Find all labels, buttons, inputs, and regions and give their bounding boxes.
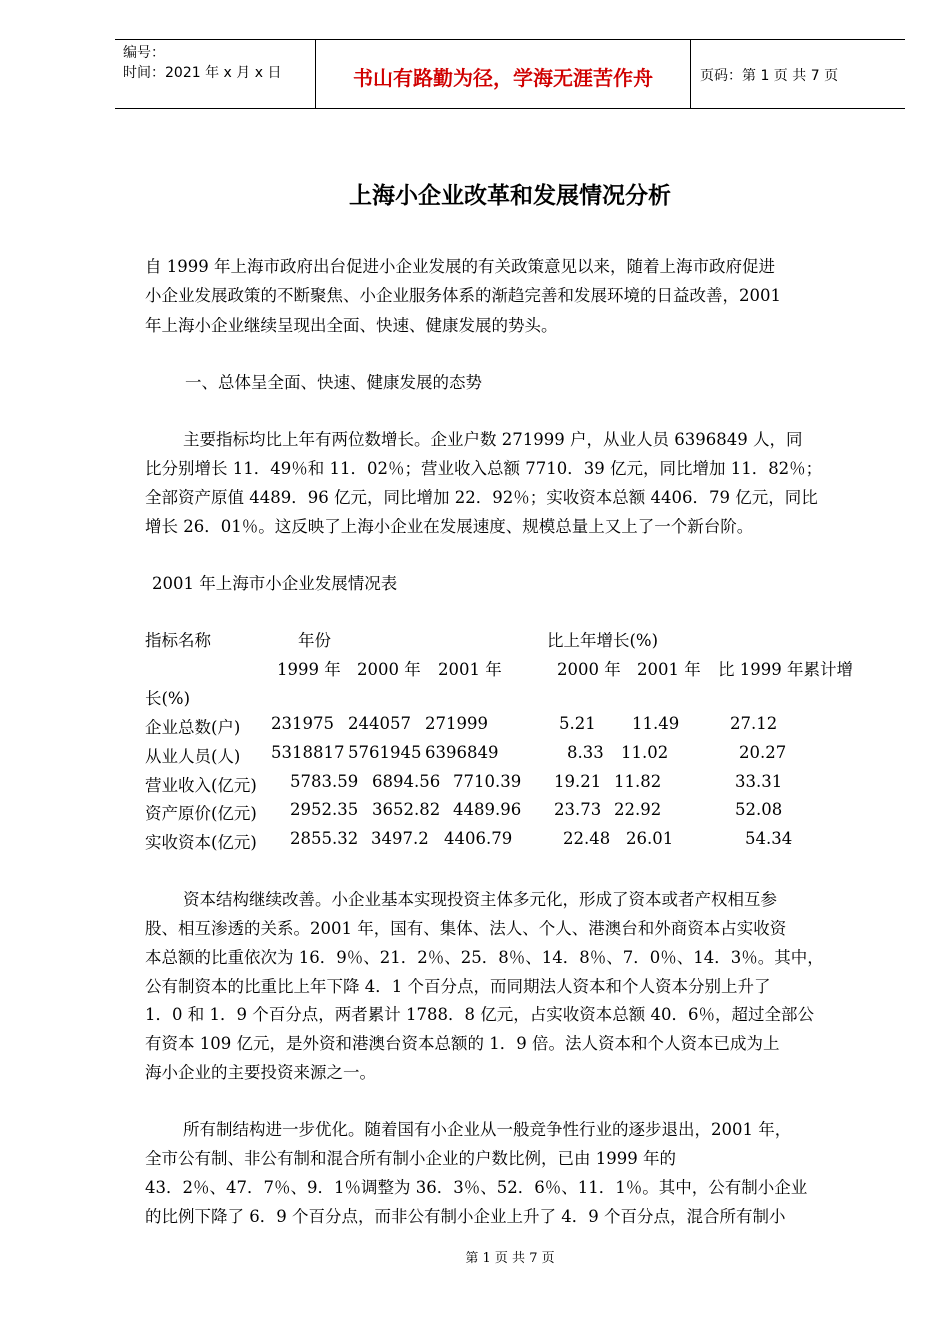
para-line: 全部资产原值 4489．96 亿元，同比增加 22．92％；实收资本总额 4406．79 亿元，同比 <box>145 488 818 507</box>
para-line: 主要指标均比上年有两位数增长。企业户数 271999 户，从业人员 6396849 人，同 <box>183 430 803 449</box>
table-row-name: 营业收入(亿元) <box>145 776 257 795</box>
para-line: 海小企业的主要投资来源之一。 <box>145 1063 376 1082</box>
table-cell: 23.73 <box>554 800 602 819</box>
table-cell: 2855.32 <box>290 829 359 848</box>
table-cell: 4489.96 <box>453 800 522 819</box>
table-row-name: 资产原价(亿元) <box>145 804 257 823</box>
intro-line: 自 1999 年上海市政府出台促进小企业发展的有关政策意见以来，随着上海市政府促进 <box>145 257 775 276</box>
motto-text: 书山有路勤为径，学海无涯苦作舟 <box>353 66 653 90</box>
table-cell: 7710.39 <box>453 772 522 791</box>
intro-line: 年上海小企业继续呈现出全面、快速、健康发展的势头。 <box>145 316 558 335</box>
para-line: 所有制结构进一步优化。随着国有小企业从一般竞争性行业的逐步退出，2001 年， <box>183 1120 792 1139</box>
intro-line: 小企业发展政策的不断聚焦、小企业服务体系的渐趋完善和发展环境的日益改善，2001 <box>145 286 781 305</box>
para-line: 1．0 和 1．9 个百分点，两者累计 1788．8 亿元，占实收资本总额 40．6％，超过全部公 <box>145 1005 814 1024</box>
header-table <box>115 39 905 109</box>
table-row-name: 从业人员(人) <box>145 747 241 766</box>
table-row-name: 企业总数(户) <box>145 718 241 737</box>
para-line: 全市公有制、非公有制和混合所有制小企业的户数比例，已由 1999 年的 <box>145 1149 676 1168</box>
table-cell: 22.48 <box>563 829 611 848</box>
table-cell: 54.34 <box>745 829 793 848</box>
table-cell: 231975 <box>271 714 334 733</box>
table-cell: 11.49 <box>632 714 680 733</box>
table-cell: 8.33 <box>567 743 604 762</box>
para-line: 43．2％、47．7％、9．1％调整为 36．3％、52．6％、11．1％。其中，公有制小企业 <box>145 1178 808 1197</box>
table-header-cell: 1999 年 <box>277 660 341 679</box>
header-meta-cell <box>115 40 315 108</box>
number-label: 编号： <box>123 45 165 61</box>
table-header-growth: 比上年增长(%) <box>547 631 659 650</box>
table-cell: 6894.56 <box>372 772 441 791</box>
header-page-cell <box>690 40 905 108</box>
table-header-cell: 2001 年 <box>438 660 502 679</box>
para-line: 比分别增长 11．49％和 11．02％；营业收入总额 7710．39 亿元，同比增加 11．82％； <box>145 459 823 478</box>
para-line: 有资本 109 亿元，是外资和港澳台资本总额的 1．9 倍。法人资本和个人资本已成为上 <box>145 1034 780 1053</box>
para-line: 本总额的比重依次为 16．9％、21．2％、25．8％、14．8％、7．0％、14．3％。其中， <box>145 948 824 967</box>
table-cell: 5318817 <box>271 743 345 762</box>
page-footer: 第 1 页 共 7 页 <box>465 1251 555 1266</box>
table-cell: 4406.79 <box>444 829 513 848</box>
table-cell: 20.27 <box>739 743 787 762</box>
table-cell: 22.92 <box>614 800 662 819</box>
table-cell: 19.21 <box>554 772 602 791</box>
table-header-cell: 2000 年 <box>357 660 421 679</box>
table-cell: 6396849 <box>425 743 499 762</box>
table-row-name: 实收资本(亿元) <box>145 833 257 852</box>
table-cell: 11.02 <box>621 743 669 762</box>
table-cell: 3497.2 <box>371 829 429 848</box>
table-header-name: 指标名称 <box>145 631 211 650</box>
header-motto-cell <box>315 40 691 108</box>
section-heading: 一、总体呈全面、快速、健康发展的态势 <box>185 373 482 392</box>
table-cell: 5.21 <box>559 714 596 733</box>
page-info: 页码：第 1 页 共 7 页 <box>700 68 839 84</box>
table-header-cell: 比 1999 年累计增 <box>718 660 853 679</box>
para-line: 增长 26．01％。这反映了上海小企业在发展速度、规模总量上又上了一个新台阶。 <box>145 517 754 536</box>
table-cell: 11.82 <box>614 772 662 791</box>
table-header-wrap: 长(%) <box>145 689 191 708</box>
table-header-year: 年份 <box>298 631 331 650</box>
table-header-cell: 2001 年 <box>637 660 701 679</box>
table-cell: 27.12 <box>730 714 778 733</box>
document-title: 上海小企业改革和发展情况分析 <box>349 183 671 209</box>
time-label: 时间：2021 年 x 月 x 日 <box>123 65 282 81</box>
para-line: 公有制资本的比重比上年下降 4．1 个百分点，而同期法人资本和个人资本分别上升了 <box>145 977 771 996</box>
para-line: 资本结构继续改善。小企业基本实现投资主体多元化，形成了资本或者产权相互参 <box>183 890 777 909</box>
para-line: 的比例下降了 6．9 个百分点，而非公有制小企业上升了 4．9 个百分点，混合所有制小 <box>145 1207 786 1226</box>
para-line: 股、相互渗透的关系。2001 年，国有、集体、法人、个人、港澳台和外商资本占实收资 <box>145 919 787 938</box>
table-cell: 33.31 <box>735 772 783 791</box>
table-cell: 26.01 <box>626 829 674 848</box>
table-cell: 3652.82 <box>372 800 441 819</box>
table-cell: 271999 <box>425 714 488 733</box>
table-header-cell: 2000 年 <box>557 660 621 679</box>
table-cell: 5761945 <box>348 743 422 762</box>
table-cell: 5783.59 <box>290 772 359 791</box>
table-cell: 52.08 <box>735 800 783 819</box>
table-cell: 244057 <box>348 714 411 733</box>
table-cell: 2952.35 <box>290 800 359 819</box>
table-caption: 2001 年上海市小企业发展情况表 <box>152 574 398 593</box>
